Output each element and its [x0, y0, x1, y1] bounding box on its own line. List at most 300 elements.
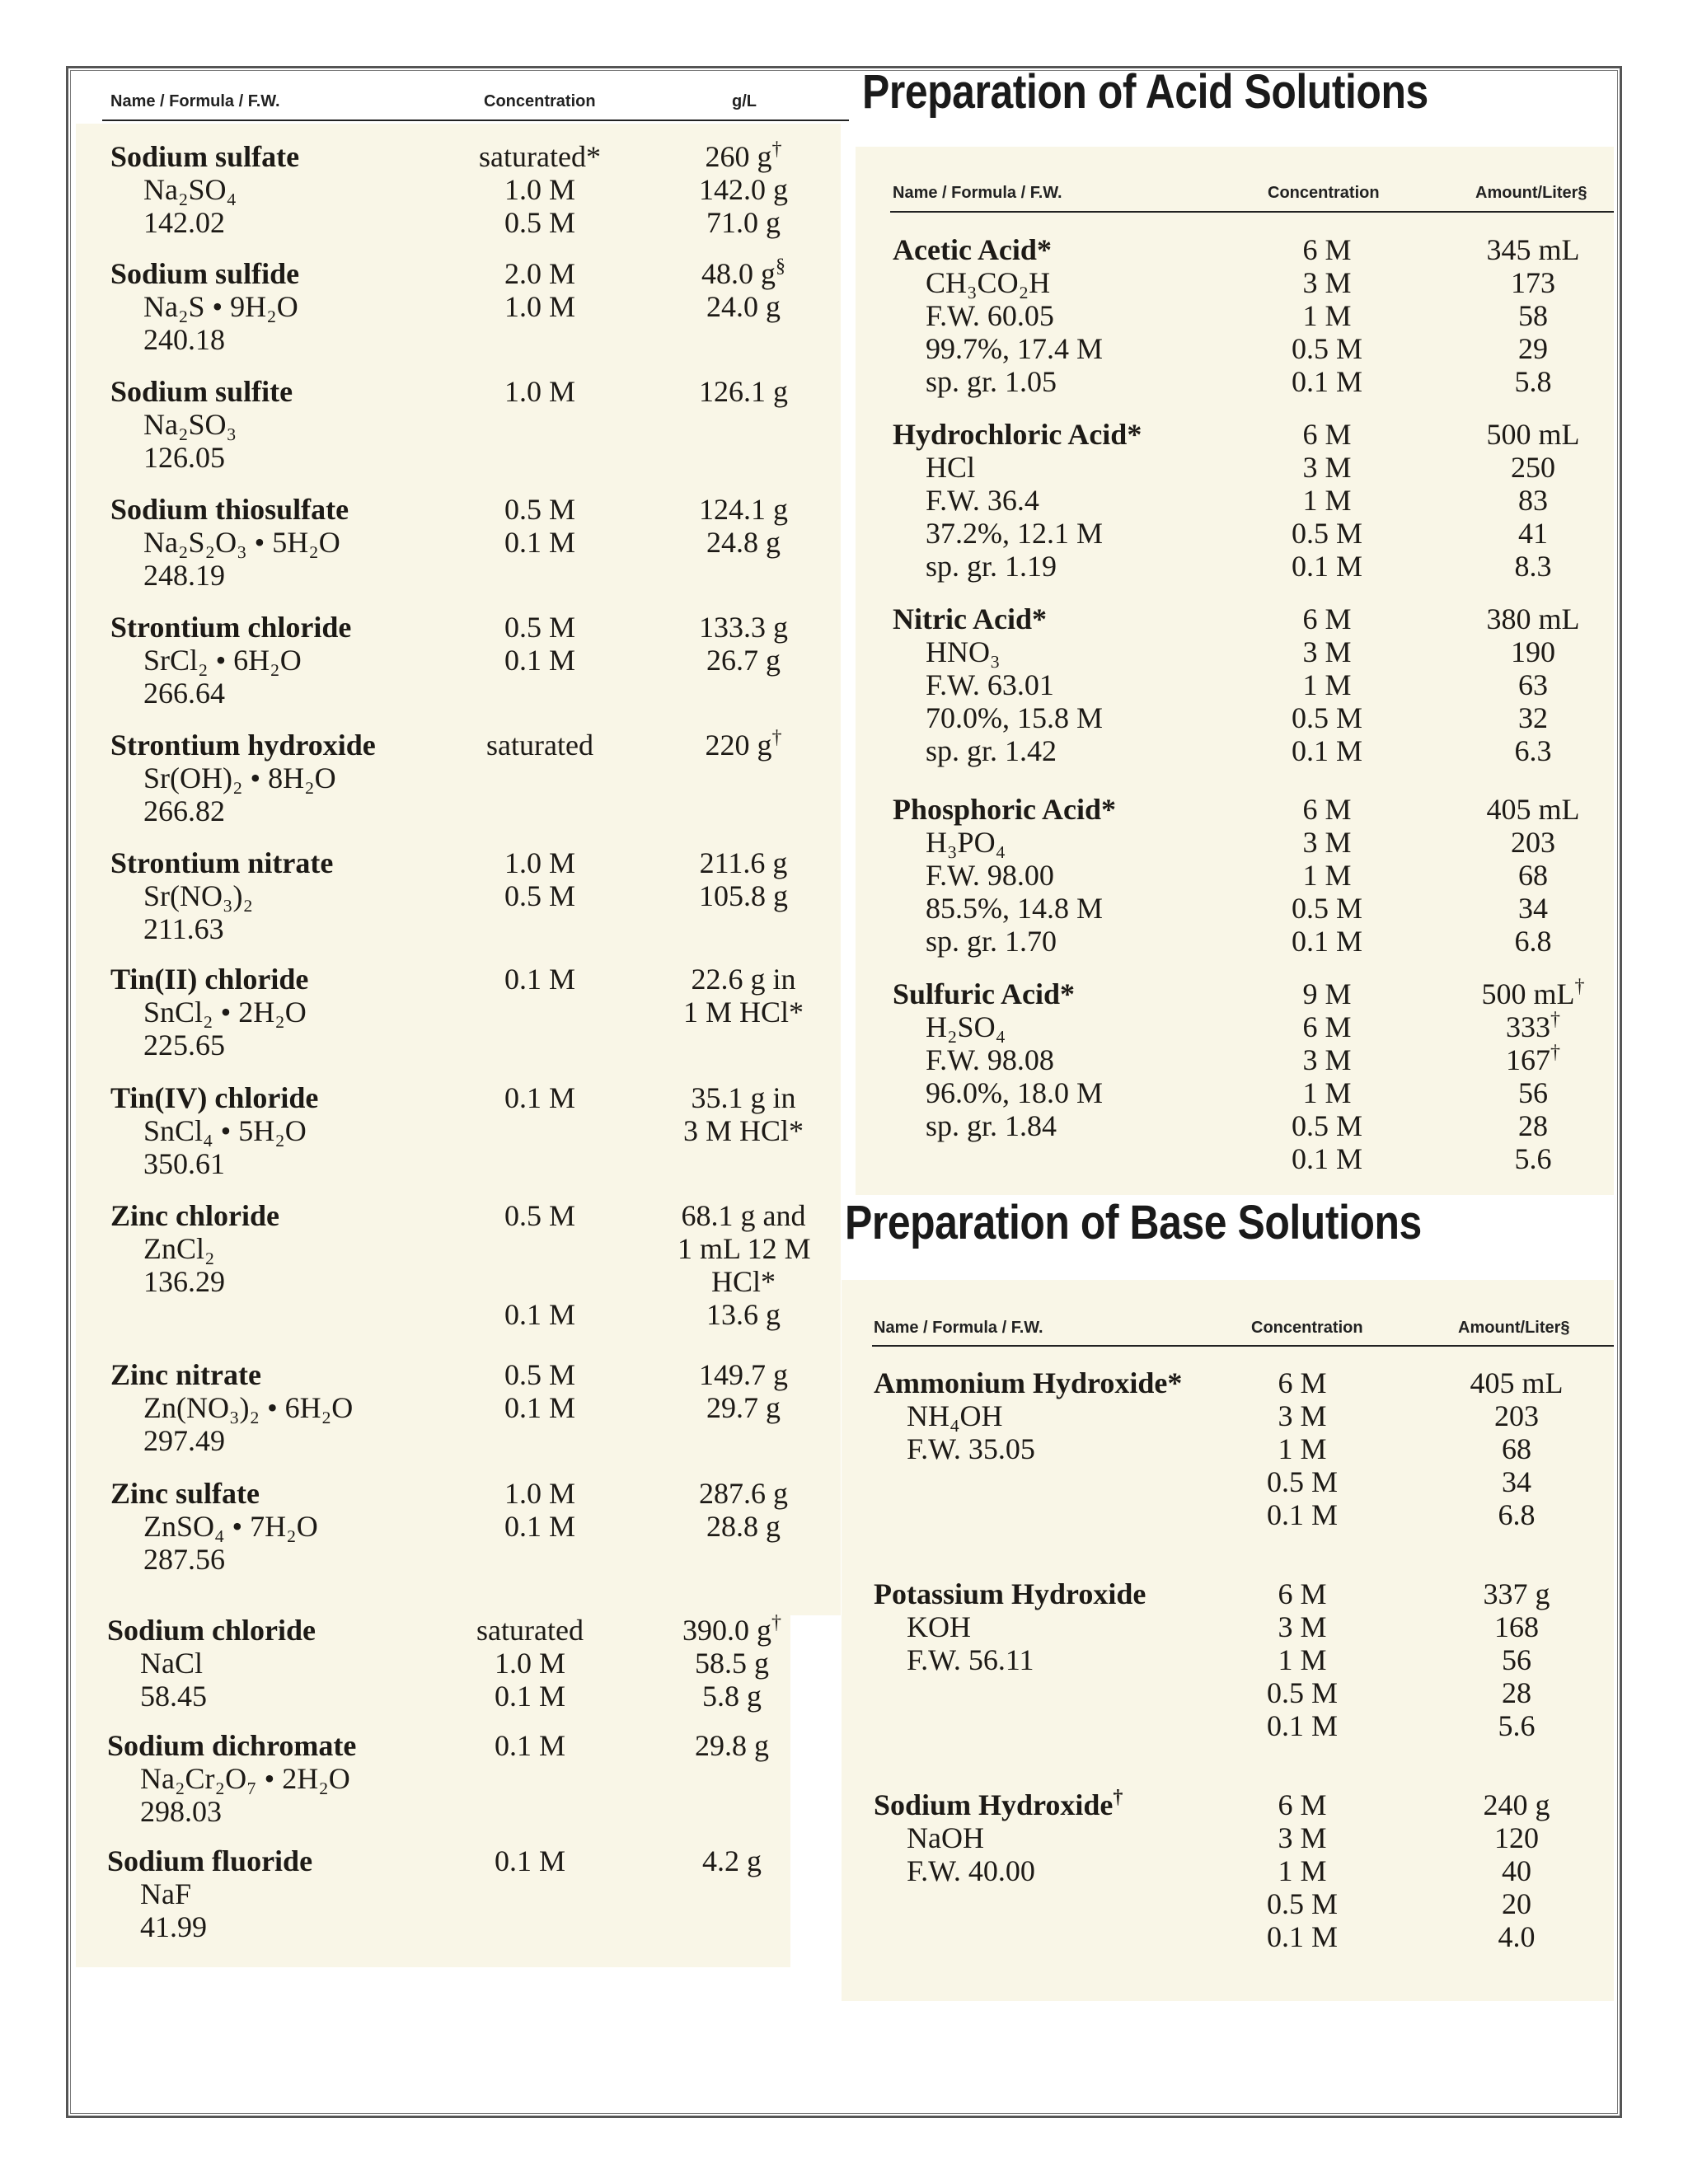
entry-amount: 32 — [1518, 701, 1548, 734]
entry-detail: F.W. 63.01 — [926, 668, 1054, 701]
entry-amount: 6.8 — [1514, 925, 1552, 958]
entry-detail: F.W. 98.00 — [926, 859, 1054, 892]
entry-name-column — [893, 793, 1116, 958]
entry-concentration: saturated — [486, 729, 593, 762]
entry-concentration-column — [462, 375, 618, 408]
entry-concentration: 0.5 M — [1291, 701, 1362, 734]
entry-concentration: 0.1 M — [494, 1844, 565, 1877]
entry-name-column — [110, 1199, 279, 1298]
entry-concentration-column — [462, 493, 618, 559]
entry-formula-weight: 211.63 — [143, 912, 224, 945]
entry-amount: 133.3 g — [699, 611, 788, 644]
entry-formula: Na₂Cr₂O₇ • 2H₂O — [140, 1762, 350, 1795]
entry-amount: 500 mL† — [1481, 976, 1585, 1010]
entry-amount-column — [678, 1477, 809, 1543]
entry-concentration-column — [462, 611, 618, 677]
entry-concentration-column — [462, 1081, 618, 1114]
entry-name: Strontium nitrate — [110, 846, 334, 879]
entry-amount-column — [666, 1614, 798, 1713]
entry-amount: 390.0 g† — [682, 1612, 781, 1647]
entry-name: Strontium chloride — [110, 611, 352, 644]
entry-amount: 29.8 g — [695, 1729, 769, 1762]
entry-amount: 126.1 g — [699, 375, 788, 408]
entry-amount: 22.6 g in — [691, 963, 796, 996]
entry-formula-weight: 287.56 — [143, 1543, 225, 1576]
entry-concentration-column — [1261, 793, 1393, 958]
entry-name-column — [110, 1081, 318, 1180]
entry-concentration: 0.1 M — [1266, 1920, 1338, 1953]
entry-concentration: 0.1 M — [1291, 550, 1362, 583]
entry-formula: Na₂S₂O₃ • 5H₂O — [143, 526, 340, 559]
entry-amount: 28 — [1502, 1676, 1531, 1709]
entry-concentration: 1.0 M — [504, 375, 575, 408]
entry-concentration: 0.1 M — [1266, 1498, 1338, 1531]
entry-concentration: 0.1 M — [1291, 734, 1362, 767]
entry-amount: 83 — [1518, 484, 1548, 517]
entry-detail: F.W. 36.4 — [926, 484, 1039, 517]
entry-amount: HCl* — [710, 1265, 776, 1298]
entry-amount: 220 g† — [705, 727, 782, 762]
entry-concentration: 0.1 M — [504, 1298, 575, 1331]
entry-concentration: 1.0 M — [504, 846, 575, 879]
entry-concentration-column — [462, 729, 618, 762]
entry-amount-column — [1467, 418, 1599, 583]
entry-concentration: 6 M — [1302, 602, 1352, 635]
entry-concentration: 0.1 M — [1291, 365, 1362, 398]
entry-name-column — [110, 963, 308, 1062]
entry-amount: 203 — [1511, 826, 1555, 859]
entry-name: Sodium chloride — [107, 1614, 316, 1647]
entry-concentration-column — [1261, 418, 1393, 583]
entry-amount: 71.0 g — [706, 206, 781, 239]
entry-name-column — [110, 1477, 318, 1576]
entry-formula-weight: 248.19 — [143, 559, 225, 592]
entry-amount: 1 mL 12 M — [678, 1232, 811, 1265]
entry-name-column — [874, 1366, 1182, 1465]
base-header-name: Name / Formula / F.W. — [874, 1319, 1043, 1337]
entry-concentration-column — [462, 963, 618, 996]
entry-amount: 35.1 g in — [691, 1081, 796, 1114]
entry-formula: Sr(NO₃)₂ — [143, 879, 254, 912]
entry-amount: 68 — [1502, 1432, 1531, 1465]
entry-concentration-column — [462, 1477, 618, 1543]
entry-name: Zinc chloride — [110, 1199, 279, 1232]
entry-concentration-column — [462, 1358, 618, 1424]
entry-concentration-column — [452, 1729, 608, 1762]
entry-concentration: 0.1 M — [504, 1081, 575, 1114]
entry-detail: NH₄OH — [907, 1399, 1003, 1432]
entry-formula-weight: 142.02 — [143, 206, 225, 239]
entry-detail: F.W. 56.11 — [907, 1643, 1034, 1676]
entry-detail: 96.0%, 18.0 M — [926, 1076, 1103, 1109]
entry-concentration: 3 M — [1302, 1043, 1352, 1076]
entry-amount: 105.8 g — [699, 879, 788, 912]
entry-detail: sp. gr. 1.19 — [926, 550, 1057, 583]
entry-concentration-column — [462, 846, 618, 912]
entry-name: Strontium hydroxide — [110, 729, 376, 762]
entry-concentration: 0.5 M — [1266, 1676, 1338, 1709]
entry-concentration: 0.5 M — [504, 1358, 575, 1391]
entry-amount: 6.3 — [1514, 734, 1552, 767]
entry-amount: 63 — [1518, 668, 1548, 701]
entry-concentration-column — [1261, 977, 1393, 1175]
entry-formula-weight: 266.64 — [143, 677, 225, 710]
entry-name: Acetic Acid* — [893, 233, 1052, 266]
entry-name-column — [893, 977, 1103, 1142]
entry-concentration: 3 M — [1278, 1399, 1327, 1432]
entry-formula-weight: 266.82 — [143, 794, 225, 827]
entry-concentration: 6 M — [1302, 1010, 1352, 1043]
entry-detail: CH₃CO₂H — [926, 266, 1051, 299]
entry-amount: 24.0 g — [706, 290, 781, 323]
entry-amount: 203 — [1494, 1399, 1539, 1432]
entry-amount: 120 — [1494, 1821, 1539, 1854]
entry-amount-column — [666, 1729, 798, 1762]
entry-formula-weight: 136.29 — [143, 1265, 225, 1298]
entry-concentration: 1.0 M — [504, 290, 575, 323]
entry-formula-weight: 350.61 — [143, 1147, 225, 1180]
entry-amount: 337 g — [1483, 1577, 1550, 1610]
entry-formula: NaCl — [140, 1647, 203, 1680]
entry-concentration: 0.1 M — [504, 1510, 575, 1543]
entry-formula: Na₂SO₃ — [143, 408, 237, 441]
entry-concentration-column — [452, 1844, 608, 1877]
acid-section-title: Preparation of Acid Solutions — [862, 65, 1428, 119]
entry-amount: 29.7 g — [706, 1391, 781, 1424]
entry-formula: ZnSO₄ • 7H₂O — [143, 1510, 318, 1543]
entry-amount: 13.6 g — [706, 1298, 781, 1331]
entry-detail: HNO₃ — [926, 635, 1001, 668]
entry-formula-weight: 240.18 — [143, 323, 225, 356]
entry-concentration: 1 M — [1302, 1076, 1352, 1109]
entry-amount-column — [678, 846, 809, 912]
entry-detail: H₃PO₄ — [926, 826, 1006, 859]
entry-amount: 56 — [1502, 1643, 1531, 1676]
entry-detail: 70.0%, 15.8 M — [926, 701, 1103, 734]
entry-detail: 99.7%, 17.4 M — [926, 332, 1103, 365]
entry-detail: NaOH — [907, 1821, 984, 1854]
base-header-concentration: Concentration — [1251, 1319, 1363, 1337]
entry-concentration: saturated — [476, 1614, 584, 1647]
left-header-concentration: Concentration — [484, 92, 596, 110]
entry-amount-column — [1467, 793, 1599, 958]
entry-formula: Sr(OH)₂ • 8H₂O — [143, 762, 336, 794]
left-header-name: Name / Formula / F.W. — [110, 92, 280, 110]
entry-formula-weight: 225.65 — [143, 1029, 225, 1062]
entry-amount-column — [678, 963, 809, 1029]
entry-amount: 68 — [1518, 859, 1548, 892]
entry-concentration: 0.5 M — [1291, 892, 1362, 925]
entry-formula-weight: 297.49 — [143, 1424, 225, 1457]
entry-amount: 58.5 g — [695, 1647, 769, 1680]
entry-amount: 68.1 g and — [681, 1199, 806, 1232]
base-header-rule — [872, 1345, 1614, 1347]
entry-concentration: saturated* — [479, 140, 601, 173]
entry-name-column — [110, 140, 299, 239]
entry-concentration: 0.5 M — [504, 879, 575, 912]
entry-concentration: 0.1 M — [504, 1391, 575, 1424]
entry-amount: 173 — [1511, 266, 1555, 299]
entry-amount: 4.2 g — [702, 1844, 762, 1877]
entry-concentration: 0.5 M — [1266, 1465, 1338, 1498]
entry-formula-weight: 126.05 — [143, 441, 225, 474]
entry-name: Ammonium Hydroxide* — [874, 1366, 1183, 1399]
entry-amount: 8.3 — [1514, 550, 1552, 583]
entry-amount: 3 M HCl* — [682, 1114, 804, 1147]
entry-formula: Zn(NO₃)₂ • 6H₂O — [143, 1391, 354, 1424]
entry-concentration: 6 M — [1278, 1788, 1327, 1821]
entry-amount: 58 — [1518, 299, 1548, 332]
entry-amount: 250 — [1511, 451, 1555, 484]
entry-detail: sp. gr. 1.70 — [926, 925, 1057, 958]
entry-amount: 6.8 — [1498, 1498, 1536, 1531]
entry-amount: 168 — [1494, 1610, 1539, 1643]
entry-concentration: 6 M — [1278, 1577, 1327, 1610]
entry-detail: 85.5%, 14.8 M — [926, 892, 1103, 925]
entry-formula-weight: 58.45 — [140, 1680, 207, 1713]
entry-concentration: 0.1 M — [504, 644, 575, 677]
entry-detail: F.W. 40.00 — [907, 1854, 1035, 1887]
base-header-amount: Amount/Liter§ — [1458, 1319, 1570, 1337]
entry-concentration-column — [1236, 1366, 1368, 1531]
entry-detail: sp. gr. 1.42 — [926, 734, 1057, 767]
entry-detail: 37.2%, 12.1 M — [926, 517, 1103, 550]
entry-concentration: 0.5 M — [1291, 332, 1362, 365]
entry-amount: 142.0 g — [699, 173, 788, 206]
entry-name-column — [893, 233, 1103, 398]
entry-amount-column — [1467, 977, 1599, 1175]
entry-concentration: 0.1 M — [494, 1680, 565, 1713]
entry-name: Sodium sulfite — [110, 375, 293, 408]
entry-detail: F.W. 60.05 — [926, 299, 1054, 332]
entry-concentration: 1.0 M — [504, 173, 575, 206]
acid-header-amount: Amount/Liter§ — [1475, 184, 1587, 202]
entry-concentration: 3 M — [1302, 451, 1352, 484]
entry-amount: 287.6 g — [699, 1477, 788, 1510]
entry-amount: 5.6 — [1498, 1709, 1536, 1742]
entry-name-column — [110, 1358, 353, 1457]
entry-amount: 40 — [1502, 1854, 1531, 1887]
entry-concentration: 3 M — [1302, 266, 1352, 299]
entry-name-column — [110, 493, 349, 592]
entry-name-column — [110, 729, 376, 827]
entry-amount-column — [1451, 1788, 1582, 1953]
entry-amount: 124.1 g — [699, 493, 788, 526]
entry-amount: 28.8 g — [706, 1510, 781, 1543]
entry-detail: KOH — [907, 1610, 971, 1643]
entry-amount-column — [678, 493, 809, 559]
entry-concentration: 1 M — [1302, 668, 1352, 701]
entry-concentration: 0.5 M — [504, 1199, 575, 1232]
entry-amount-column — [678, 1199, 809, 1331]
entry-amount: 4.0 — [1498, 1920, 1536, 1953]
entry-concentration: 0.1 M — [1291, 925, 1362, 958]
entry-amount-column — [666, 1844, 798, 1877]
entry-name: Sodium sulfate — [110, 140, 300, 173]
entry-amount: 211.6 g — [699, 846, 788, 879]
entry-amount: 41 — [1518, 517, 1548, 550]
entry-concentration-column — [462, 1199, 618, 1331]
base-section-title: Preparation of Base Solutions — [845, 1196, 1422, 1249]
entry-concentration: 0.1 M — [1266, 1709, 1338, 1742]
left-header-gl: g/L — [732, 92, 757, 110]
entry-concentration: 0.5 M — [1266, 1887, 1338, 1920]
entry-detail: sp. gr. 1.84 — [926, 1109, 1057, 1142]
entry-concentration: 0.1 M — [504, 526, 575, 559]
entry-name-column — [107, 1844, 312, 1943]
entry-name: Hydrochloric Acid* — [893, 418, 1142, 451]
entry-amount-column — [678, 257, 809, 323]
entry-concentration: 0.5 M — [504, 493, 575, 526]
entry-concentration: 1.0 M — [494, 1647, 565, 1680]
left-header-rule — [102, 120, 849, 121]
entry-amount: 405 mL — [1486, 793, 1580, 826]
entry-concentration: 3 M — [1302, 635, 1352, 668]
entry-amount: 48.0 g§ — [701, 255, 785, 290]
entry-amount: 1 M HCl* — [682, 996, 804, 1029]
entry-name-column — [107, 1729, 356, 1828]
entry-concentration — [462, 1265, 618, 1298]
entry-detail: H₂SO₄ — [926, 1010, 1006, 1043]
entry-concentration: 0.5 M — [1291, 517, 1362, 550]
entry-detail: F.W. 35.05 — [907, 1432, 1035, 1465]
entry-amount-column — [1451, 1577, 1582, 1742]
entry-formula-weight: 298.03 — [140, 1795, 222, 1828]
entry-name: Sodium dichromate — [107, 1729, 357, 1762]
entry-name: Sodium fluoride — [107, 1844, 313, 1877]
entry-amount: 5.8 — [1514, 365, 1552, 398]
entry-amount: 5.6 — [1514, 1142, 1552, 1175]
entry-concentration: 3 M — [1278, 1821, 1327, 1854]
entry-amount-column — [1451, 1366, 1582, 1531]
entry-concentration: 1.0 M — [504, 1477, 575, 1510]
entry-amount: 345 mL — [1486, 233, 1580, 266]
entry-amount: 34 — [1518, 892, 1548, 925]
entry-amount-column — [678, 611, 809, 677]
entry-concentration: 6 M — [1278, 1366, 1327, 1399]
entry-detail: F.W. 98.08 — [926, 1043, 1054, 1076]
entry-amount: 190 — [1511, 635, 1555, 668]
entry-amount: 29 — [1518, 332, 1548, 365]
entry-concentration: 1 M — [1302, 299, 1352, 332]
entry-amount: 26.7 g — [706, 644, 781, 677]
entry-concentration: 0.5 M — [504, 611, 575, 644]
entry-concentration: 3 M — [1302, 826, 1352, 859]
entry-concentration-column — [462, 257, 618, 323]
entry-concentration: 1 M — [1302, 484, 1352, 517]
entry-name-column — [110, 257, 299, 356]
entry-concentration: 0.1 M — [1291, 1142, 1362, 1175]
entry-name: Tin(II) chloride — [110, 963, 309, 996]
entry-concentration: 0.5 M — [1291, 1109, 1362, 1142]
entry-name-column — [893, 602, 1103, 767]
entry-amount: 20 — [1502, 1887, 1531, 1920]
entry-detail: sp. gr. 1.05 — [926, 365, 1057, 398]
entry-concentration: 6 M — [1302, 233, 1352, 266]
entry-amount-column — [1467, 233, 1599, 398]
entry-detail: HCl — [926, 451, 976, 484]
entry-amount-column — [678, 140, 809, 239]
entry-amount: 56 — [1518, 1076, 1548, 1109]
entry-amount: 500 mL — [1486, 418, 1580, 451]
acid-header-rule — [890, 211, 1614, 213]
entry-name: Sodium Hydroxide† — [874, 1787, 1123, 1821]
entry-name: Phosphoric Acid* — [893, 793, 1117, 826]
entry-concentration: 9 M — [1302, 977, 1352, 1010]
entry-concentration: 2.0 M — [504, 257, 575, 290]
acid-header-concentration: Concentration — [1268, 184, 1380, 202]
entry-formula: Na₂S • 9H₂O — [143, 290, 298, 323]
entry-amount-column — [678, 375, 809, 408]
entry-name: Tin(IV) chloride — [110, 1081, 319, 1114]
entry-amount: 149.7 g — [699, 1358, 788, 1391]
entry-amount: 380 mL — [1486, 602, 1580, 635]
entry-formula: Na₂SO₄ — [143, 173, 237, 206]
entry-name: Sodium sulfide — [110, 257, 300, 290]
entry-name: Potassium Hydroxide — [874, 1577, 1146, 1610]
entry-name-column — [110, 611, 351, 710]
entry-formula: ZnCl₂ — [143, 1232, 215, 1265]
entry-amount: 28 — [1518, 1109, 1548, 1142]
entry-formula: SrCl₂ • 6H₂O — [143, 644, 302, 677]
entry-name-column — [874, 1577, 1146, 1676]
entry-amount: 5.8 g — [702, 1680, 762, 1713]
entry-concentration: 1 M — [1278, 1854, 1327, 1887]
entry-concentration: 0.1 M — [494, 1729, 565, 1762]
entry-name: Sulfuric Acid* — [893, 977, 1076, 1010]
entry-concentration: 3 M — [1278, 1610, 1327, 1643]
entry-amount-column — [678, 729, 809, 762]
entry-concentration: 1 M — [1278, 1643, 1327, 1676]
entry-name-column — [874, 1788, 1123, 1887]
entry-amount: 240 g — [1483, 1788, 1550, 1821]
entry-concentration-column — [1236, 1788, 1368, 1953]
entry-concentration-column — [452, 1614, 608, 1713]
entry-concentration: 6 M — [1302, 418, 1352, 451]
entry-name-column — [110, 375, 293, 474]
entry-amount-column — [678, 1358, 809, 1424]
entry-amount: 260 g† — [705, 138, 782, 173]
entry-name: Sodium thiosulfate — [110, 493, 349, 526]
entry-amount: 333† — [1506, 1009, 1560, 1043]
entry-concentration-column — [1261, 602, 1393, 767]
entry-concentration: 1 M — [1302, 859, 1352, 892]
entry-concentration-column — [1261, 233, 1393, 398]
entry-concentration: 0.1 M — [504, 963, 575, 996]
entry-amount-column — [1467, 602, 1599, 767]
entry-amount: 405 mL — [1470, 1366, 1564, 1399]
entry-concentration-column — [1236, 1577, 1368, 1742]
entry-amount-column — [678, 1081, 809, 1147]
entry-concentration-column — [462, 140, 618, 239]
entry-formula: SnCl₂ • 2H₂O — [143, 996, 307, 1029]
entry-name-column — [893, 418, 1142, 583]
entry-name: Nitric Acid* — [893, 602, 1047, 635]
entry-amount: 24.8 g — [706, 526, 781, 559]
acid-header-name: Name / Formula / F.W. — [893, 184, 1062, 202]
entry-amount: 34 — [1502, 1465, 1531, 1498]
entry-formula: NaF — [140, 1877, 191, 1910]
entry-concentration — [462, 1232, 618, 1265]
entry-name: Zinc sulfate — [110, 1477, 260, 1510]
entry-formula: SnCl₄ • 5H₂O — [143, 1114, 307, 1147]
entry-amount: 167† — [1506, 1042, 1560, 1076]
entry-name-column — [110, 846, 333, 945]
entry-concentration: 6 M — [1302, 793, 1352, 826]
entry-name-column — [107, 1614, 316, 1713]
entry-formula-weight: 41.99 — [140, 1910, 207, 1943]
entry-concentration: 0.5 M — [504, 206, 575, 239]
